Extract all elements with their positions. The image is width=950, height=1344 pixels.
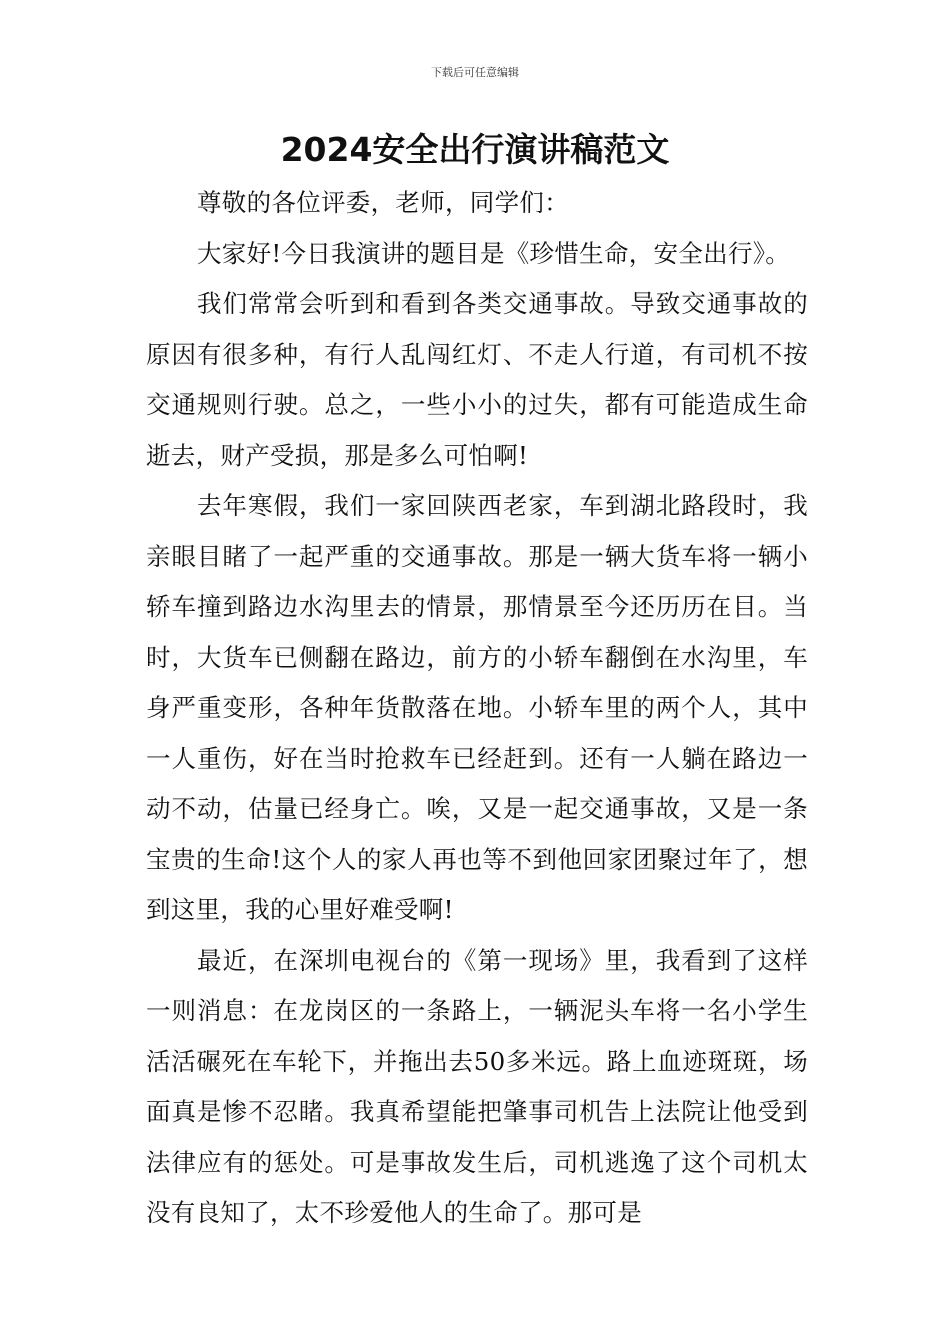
paragraph-salutation: 尊敬的各位评委，老师，同学们： [197,188,569,217]
paragraph-traffic-accidents: 我们常常会听到和看到各类交通事故。导致交通事故的原因有很多种，有行人乱闯红灯、不走人行道，有司机不按交通规则行驶。总之，一些小小的过失，都有可能造成生命逝去，财产受损，那是多么可怕啊! [146,289,808,470]
header-note: 下载后可任意编辑 [431,66,519,79]
document-title: 2024安全出行演讲稿范文 [280,130,670,169]
paragraph-news-story: 最近，在深圳电视台的《第一现场》里，我看到了这样一则消息：在龙岗区的一条路上，一辆泥头车将一名小学生活活碾死在车轮下，并拖出去50多米远。路上血迹斑斑，场面真是惨不忍睹。我真希望能把肇事司机告上法院让他受到法律应有的惩处。可是事故发生后，司机逃逸了这个司机太没有良知了，太不珍爱他人的生命了。那可是 [146,945,808,1227]
paragraph-winter-vacation-story: 去年寒假，我们一家回陕西老家，车到湖北路段时，我亲眼目睹了一起严重的交通事故。那是一辆大货车将一辆小轿车撞到路边水沟里去的情景，那情景至今还历历在目。当时，大货车已侧翻在路边，前方的小轿车翻倒在水沟里，车身严重变形，各种年货散落在地。小轿车里的两个人，其中一人重伤，好在当时抢救车已经赶到。还有一人躺在路边一动不动，估量已经身亡。唉，又是一起交通事故，又是一条宝贵的生命!这个人的家人再也等不到他回家团聚过年了，想到这里，我的心里好难受啊! [146,491,808,924]
paragraph-greeting: 大家好!今日我演讲的题目是《珍惜生命，安全出行》。 [197,238,791,268]
document-body [146,178,808,1239]
